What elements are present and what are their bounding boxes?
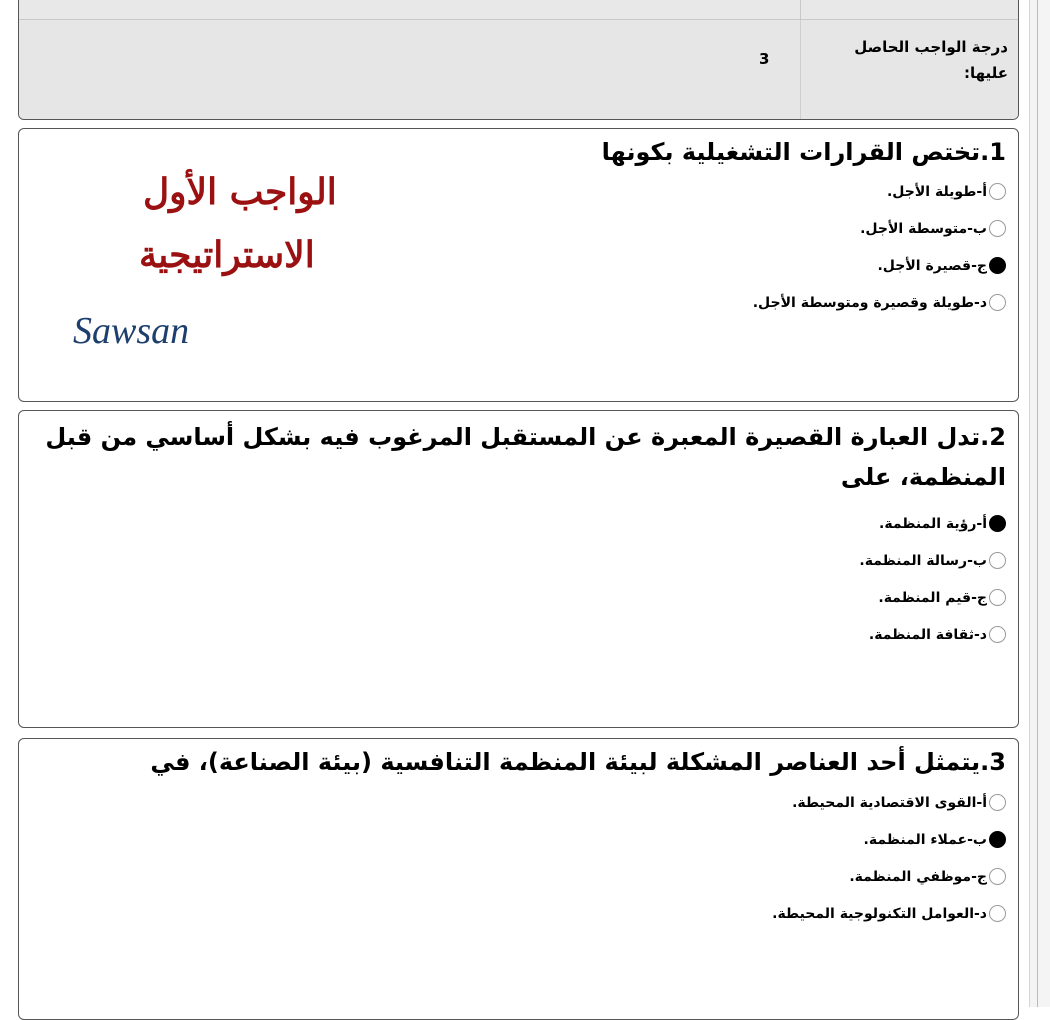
option-label: ج-قصيرة الأجل. <box>877 257 987 274</box>
question-card-1 <box>18 128 1019 402</box>
question-title: 1.تختص القرارات التشغيلية بكونها <box>601 138 1006 166</box>
radio-button[interactable] <box>989 220 1006 237</box>
answer-option[interactable] <box>753 284 1006 321</box>
option-label: د-العوامل التكنولوجية المحيطة. <box>772 905 987 922</box>
grade-row <box>19 20 1018 119</box>
answer-option[interactable] <box>859 579 1006 616</box>
answer-option[interactable] <box>753 210 1006 247</box>
radio-button[interactable] <box>989 794 1006 811</box>
option-label: أ-رؤية المنظمة. <box>879 515 987 532</box>
radio-button[interactable] <box>989 626 1006 643</box>
answer-option[interactable] <box>772 895 1006 932</box>
watermark-line-1: الواجب الأول <box>143 171 337 213</box>
radio-button[interactable] <box>989 905 1006 922</box>
option-label: ب-متوسطة الأجل. <box>860 220 987 237</box>
question-card-3 <box>18 738 1019 1020</box>
column-divider <box>800 20 801 119</box>
option-label: د-طويلة وقصيرة ومتوسطة الأجل. <box>752 294 987 311</box>
grade-top-row <box>19 0 1018 20</box>
answer-options <box>859 505 1006 653</box>
option-label: أ-طويلة الأجل. <box>886 183 987 200</box>
option-label: ب-عملاء المنظمة. <box>863 831 987 848</box>
radio-button-selected[interactable] <box>989 257 1006 274</box>
answer-option[interactable] <box>772 858 1006 895</box>
column-divider <box>800 0 801 19</box>
option-label: ج-قيم المنظمة. <box>878 589 987 606</box>
right-scroll-rail[interactable] <box>1029 0 1050 1007</box>
answer-options <box>753 173 1006 321</box>
radio-button[interactable] <box>989 589 1006 606</box>
question-title: 3.يتمثل أحد العناصر المشكلة لبيئة المنظمة التنافسية (بيئة الصناعة)، في <box>150 748 1006 776</box>
answer-option[interactable] <box>859 616 1006 653</box>
answer-option[interactable] <box>772 784 1006 821</box>
radio-button[interactable] <box>989 868 1006 885</box>
grade-label: درجة الواجب الحاصل عليها: <box>854 38 1008 82</box>
answer-option[interactable] <box>772 821 1006 858</box>
answer-option[interactable] <box>859 542 1006 579</box>
rail-divider <box>1037 0 1038 1007</box>
option-label: ج-موظفي المنظمة. <box>849 868 987 885</box>
grade-summary <box>18 0 1019 120</box>
radio-button[interactable] <box>989 294 1006 311</box>
answer-options <box>772 784 1006 932</box>
answer-option[interactable] <box>859 505 1006 542</box>
radio-button-selected[interactable] <box>989 831 1006 848</box>
radio-button[interactable] <box>989 183 1006 200</box>
option-label: أ-القوى الاقتصادية المحيطة. <box>792 794 987 811</box>
option-label: د-ثقافة المنظمة. <box>868 626 987 643</box>
grade-value: 3 <box>759 50 770 68</box>
question-title: 2.تدل العبارة القصيرة المعبرة عن المستقبل المرغوب فيه بشكل أساسي من قبل المنظمة، على <box>45 423 1006 491</box>
answer-option[interactable] <box>753 247 1006 284</box>
watermark-line-2: الاستراتيجية <box>139 234 315 276</box>
answer-option[interactable] <box>753 173 1006 210</box>
radio-button[interactable] <box>989 552 1006 569</box>
question-card-2 <box>18 410 1019 728</box>
radio-button-selected[interactable] <box>989 515 1006 532</box>
option-label: ب-رسالة المنظمة. <box>859 552 987 569</box>
watermark-author: Sawsan <box>73 310 190 352</box>
